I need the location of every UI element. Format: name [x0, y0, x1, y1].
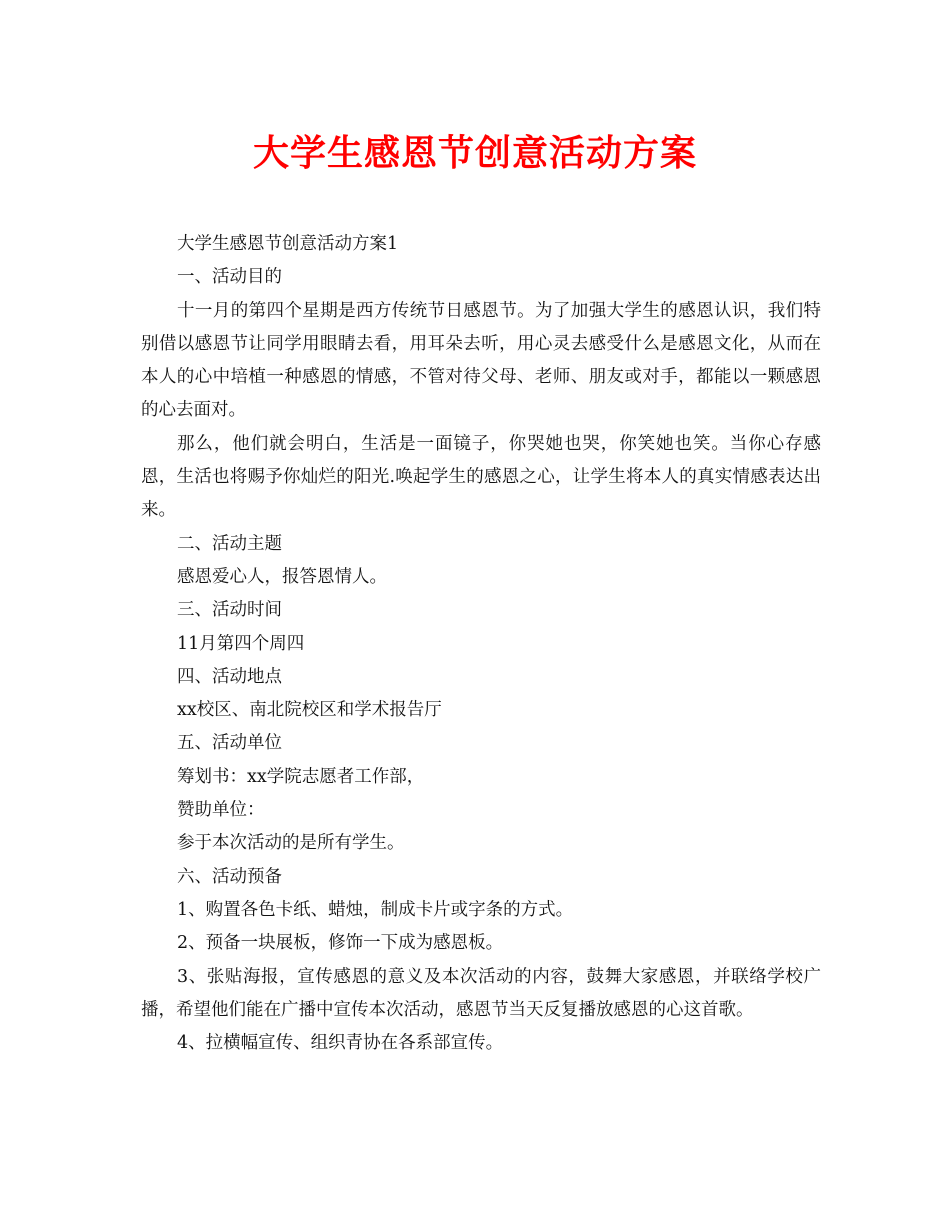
paragraph-sponsor: 赞助单位： — [177, 800, 265, 821]
list-item-prep-2: 2、预备一块展板，修饰一下成为感恩板。 — [177, 933, 504, 954]
paragraph-mirror: 那么，他们就会明白，生活是一面镜子，你哭她也哭，你笑她也笑。当你心存感恩，生活也将赐予你灿烂的阳光.唤起学生的感恩之心，让学生将本人的真实情感表达出来。 — [141, 433, 821, 521]
paragraph-participants: 参于本次活动的是所有学生。 — [177, 833, 405, 854]
list-item-prep-3: 3、张贴海报，宣传感恩的意义及本次活动的内容，鼓舞大家感恩，并联络学校广播，希望他们能在广播中宣传本次活动，感恩节当天反复播放感恩的心这首歌。 — [141, 966, 821, 1020]
list-item-prep-4: 4、拉横幅宣传、组织青协在各系部宣传。 — [177, 1033, 504, 1054]
section-heading-units: 五、活动单位 — [177, 733, 282, 754]
document-body — [141, 228, 821, 1060]
section-heading-location: 四、活动地点 — [177, 666, 282, 687]
paragraph-theme: 感恩爱心人，报答恩情人。 — [177, 566, 387, 587]
section-heading-theme: 二、活动主题 — [177, 533, 282, 554]
paragraph-planner: 筹划书：xx学院志愿者工作部， — [177, 766, 425, 787]
list-item-prep-1: 1、购置各色卡纸、蜡烛，制成卡片或字条的方式。 — [177, 899, 574, 920]
paragraph-purpose: 十一月的第四个星期是西方传统节日感恩节。为了加强大学生的感恩认识，我们特别借以感恩节让同学用眼睛去看，用耳朵去听，用心灵去感受什么是感恩文化，从而在本人的心中培植一种感恩的情感，不管对待父母、老师、朋友或对手，都能以一颗感恩的心去面对。 — [141, 300, 821, 421]
paragraph-location: xx校区、南北院校区和学术报告厅 — [177, 700, 442, 721]
document-title: 大学生感恩节创意活动方案 — [252, 132, 697, 174]
section-heading-purpose: 一、活动目的 — [177, 267, 282, 288]
subtitle-line: 大学生感恩节创意活动方案1 — [177, 234, 399, 254]
paragraph-time: 11月第四个周四 — [177, 633, 305, 654]
section-heading-time: 三、活动时间 — [177, 600, 282, 621]
section-heading-preparation: 六、活动预备 — [177, 866, 282, 887]
